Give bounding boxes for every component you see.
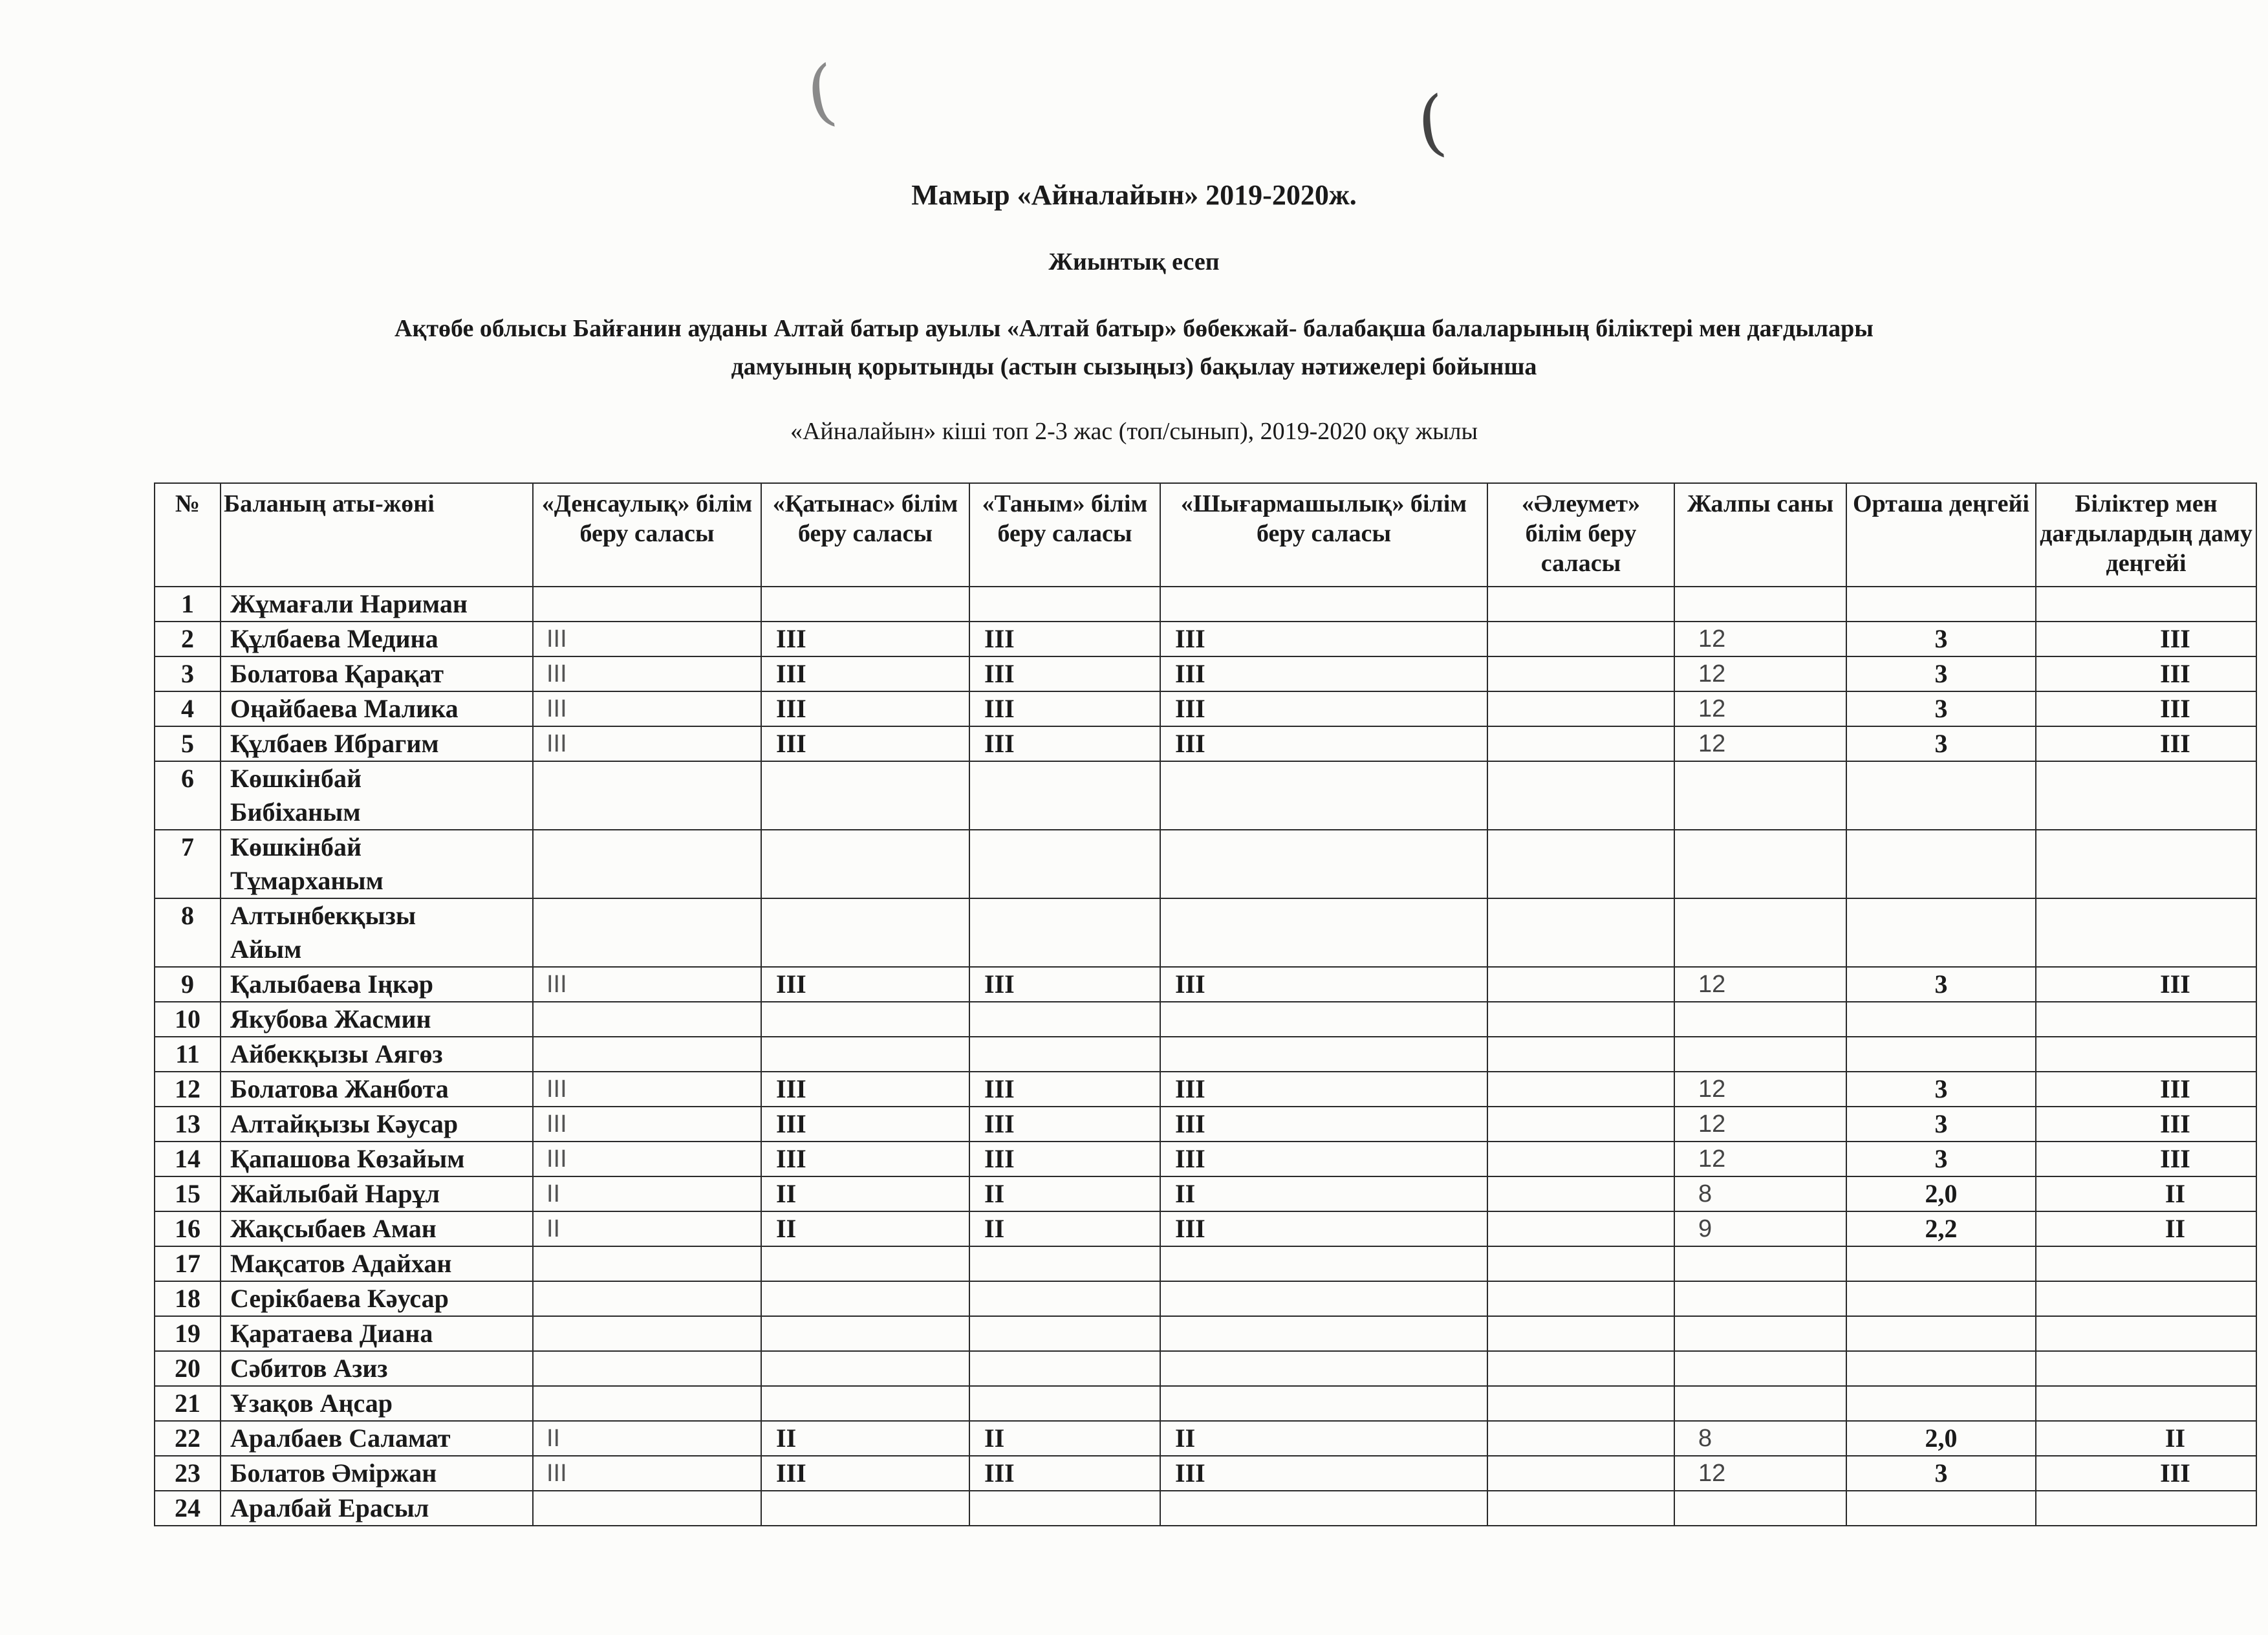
row-number: 4 (155, 691, 221, 726)
table-row (155, 1491, 2256, 1526)
row-number: 24 (155, 1491, 221, 1526)
table-row (155, 587, 2256, 622)
social-level (1487, 1037, 1674, 1072)
communication-level: III (761, 622, 969, 656)
cognition-level: III (969, 1142, 1160, 1176)
table-row (155, 622, 2256, 656)
health-level (533, 1037, 761, 1072)
average-level: 3 (1846, 1456, 2036, 1491)
row-number: 14 (155, 1142, 221, 1176)
cognition-level: III (969, 726, 1160, 761)
cognition-level: III (969, 967, 1160, 1002)
creativity-level (1160, 1491, 1487, 1526)
average-level (1846, 1491, 2036, 1526)
table-row (155, 1456, 2256, 1491)
average-level (1846, 1351, 2036, 1386)
average-level (1846, 1386, 2036, 1421)
communication-level (761, 761, 969, 830)
social-level (1487, 1211, 1674, 1246)
social-level (1487, 691, 1674, 726)
total-score: 8 (1674, 1176, 1846, 1211)
development-level (2036, 898, 2256, 967)
column-header-creativity: «Шығармашылық» білім беру саласы (1160, 483, 1487, 587)
child-name: Қаратаева Диана (221, 1316, 533, 1351)
child-name-line-1: Көшкінбай (230, 832, 362, 861)
average-level (1846, 830, 2036, 898)
pen-mark: ( (801, 49, 841, 136)
development-level (2036, 1386, 2256, 1421)
table-row (155, 1211, 2256, 1246)
total-score: 12 (1674, 1072, 1846, 1107)
total-score (1674, 1002, 1846, 1037)
health-level (533, 1281, 761, 1316)
average-level: 2,2 (1846, 1211, 2036, 1246)
table-row (155, 1107, 2256, 1142)
social-level (1487, 656, 1674, 691)
cognition-level: II (969, 1211, 1160, 1246)
average-level (1846, 587, 2036, 622)
development-level: II (2036, 1176, 2256, 1211)
cognition-level (969, 587, 1160, 622)
development-level: III (2036, 691, 2256, 726)
health-level (533, 830, 761, 898)
creativity-level: III (1160, 1456, 1487, 1491)
column-header-cognition: «Таным» білім беру саласы (969, 483, 1160, 587)
creativity-level (1160, 1351, 1487, 1386)
table-row (155, 656, 2256, 691)
row-number: 11 (155, 1037, 221, 1072)
row-number: 10 (155, 1002, 221, 1037)
cognition-level (969, 830, 1160, 898)
communication-level (761, 1037, 969, 1072)
communication-level (761, 1491, 969, 1526)
column-header-total: Жалпы саны (1674, 483, 1846, 587)
communication-level: III (761, 656, 969, 691)
description-line-1: Ақтөбе облысы Байғанин ауданы Алтай батыр ауылы «Алтай батыр» бөбекжай- балабақша балаларының біліктері мен дағдылары (394, 315, 1874, 342)
column-header-communication: «Қатынас» білім беру саласы (761, 483, 969, 587)
child-name: Жақсыбаев Аман (221, 1211, 533, 1246)
total-score: 12 (1674, 1142, 1846, 1176)
creativity-level (1160, 1246, 1487, 1281)
social-level (1487, 1351, 1674, 1386)
communication-level (761, 830, 969, 898)
creativity-level: III (1160, 1107, 1487, 1142)
development-level: III (2036, 1072, 2256, 1107)
social-level (1487, 1491, 1674, 1526)
row-number: 16 (155, 1211, 221, 1246)
development-level: III (2036, 726, 2256, 761)
average-level: 3 (1846, 726, 2036, 761)
communication-level (761, 1386, 969, 1421)
table-row (155, 691, 2256, 726)
cognition-level (969, 1316, 1160, 1351)
health-level (533, 1491, 761, 1526)
health-level: III (533, 726, 761, 761)
health-level: III (533, 622, 761, 656)
health-level: III (533, 967, 761, 1002)
row-number: 1 (155, 587, 221, 622)
health-level: III (533, 1072, 761, 1107)
development-level (2036, 1316, 2256, 1351)
table-row (155, 1281, 2256, 1316)
development-level: II (2036, 1211, 2256, 1246)
row-number: 23 (155, 1456, 221, 1491)
communication-level: III (761, 1107, 969, 1142)
creativity-level: III (1160, 691, 1487, 726)
social-level (1487, 1072, 1674, 1107)
results-table (154, 482, 2257, 1526)
child-name: Серікбаева Кәусар (221, 1281, 533, 1316)
communication-level: III (761, 1142, 969, 1176)
communication-level: II (761, 1421, 969, 1456)
communication-level: III (761, 1072, 969, 1107)
child-name-line-2: Айым (230, 935, 302, 964)
child-name: Сәбитов Азиз (221, 1351, 533, 1386)
average-level: 3 (1846, 691, 2036, 726)
cognition-level: III (969, 622, 1160, 656)
child-name-line-2: Бибіханым (230, 797, 361, 827)
table-row (155, 898, 2256, 967)
communication-level (761, 898, 969, 967)
total-score: 12 (1674, 622, 1846, 656)
total-score (1674, 1491, 1846, 1526)
development-level: III (2036, 1142, 2256, 1176)
average-level: 3 (1846, 622, 2036, 656)
average-level (1846, 1246, 2036, 1281)
average-level: 2,0 (1846, 1421, 2036, 1456)
development-level (2036, 1002, 2256, 1037)
total-score: 12 (1674, 656, 1846, 691)
row-number: 2 (155, 622, 221, 656)
total-score: 9 (1674, 1211, 1846, 1246)
column-header-health: «Денсаулық» білім беру саласы (533, 483, 761, 587)
development-level: III (2036, 1107, 2256, 1142)
social-level (1487, 967, 1674, 1002)
health-level (533, 1316, 761, 1351)
development-level (2036, 830, 2256, 898)
communication-level: III (761, 967, 969, 1002)
average-level: 3 (1846, 1107, 2036, 1142)
table-row (155, 1072, 2256, 1107)
creativity-level (1160, 1281, 1487, 1316)
creativity-level: III (1160, 1142, 1487, 1176)
social-level (1487, 830, 1674, 898)
cognition-level: III (969, 691, 1160, 726)
total-score (1674, 761, 1846, 830)
cognition-level: II (969, 1421, 1160, 1456)
total-score (1674, 830, 1846, 898)
social-level (1487, 1002, 1674, 1037)
page-subtitle: Жиынтық есеп (1048, 248, 1220, 276)
development-level (2036, 1246, 2256, 1281)
table-row (155, 1351, 2256, 1386)
cognition-level: III (969, 1456, 1160, 1491)
creativity-level (1160, 1037, 1487, 1072)
table-row (155, 1421, 2256, 1456)
column-header-average: Орташа деңгейі (1846, 483, 2036, 587)
table-row (155, 1142, 2256, 1176)
row-number: 3 (155, 656, 221, 691)
child-name: Оңайбаева Малика (221, 691, 533, 726)
health-level: III (533, 1142, 761, 1176)
health-level: II (533, 1421, 761, 1456)
social-level (1487, 1386, 1674, 1421)
cognition-level (969, 1386, 1160, 1421)
creativity-level (1160, 830, 1487, 898)
creativity-level (1160, 587, 1487, 622)
creativity-level: III (1160, 1211, 1487, 1246)
communication-level (761, 1246, 969, 1281)
row-number: 13 (155, 1107, 221, 1142)
development-level (2036, 761, 2256, 830)
cognition-level (969, 1491, 1160, 1526)
development-level (2036, 1037, 2256, 1072)
child-name (221, 898, 533, 967)
average-level: 3 (1846, 967, 2036, 1002)
creativity-level: II (1160, 1421, 1487, 1456)
creativity-level: III (1160, 622, 1487, 656)
average-level (1846, 1316, 2036, 1351)
cognition-level (969, 898, 1160, 967)
health-level: II (533, 1176, 761, 1211)
communication-level (761, 587, 969, 622)
health-level: III (533, 656, 761, 691)
average-level: 3 (1846, 656, 2036, 691)
child-name-line-1: Алтынбекқызы (230, 901, 416, 930)
table-row (155, 1386, 2256, 1421)
row-number: 18 (155, 1281, 221, 1316)
average-level: 2,0 (1846, 1176, 2036, 1211)
child-name: Қапашова Көзайым (221, 1142, 533, 1176)
communication-level: II (761, 1176, 969, 1211)
child-name: Айбекқызы Аягөз (221, 1037, 533, 1072)
table-row (155, 1037, 2256, 1072)
cognition-level: III (969, 1107, 1160, 1142)
development-level (2036, 1281, 2256, 1316)
row-number: 17 (155, 1246, 221, 1281)
child-name: Құлбаева Медина (221, 622, 533, 656)
average-level: 3 (1846, 1142, 2036, 1176)
description-line-2: дамуының қорытынды (астын сызыңыз) бақылау нәтижелері бойынша (731, 353, 1537, 380)
child-name: Аралбай Ерасыл (221, 1491, 533, 1526)
cognition-level (969, 1281, 1160, 1316)
health-level (533, 1351, 761, 1386)
table-body (155, 587, 2256, 1526)
pen-mark: ( (1413, 80, 1450, 166)
development-level (2036, 1351, 2256, 1386)
total-score (1674, 1386, 1846, 1421)
health-level (533, 587, 761, 622)
child-name-line-1: Көшкінбай (230, 764, 362, 793)
creativity-level: III (1160, 726, 1487, 761)
child-name: Мақсатов Адайхан (221, 1246, 533, 1281)
child-name: Ұзақов Аңсар (221, 1386, 533, 1421)
child-name-line-2: Тұмарханым (230, 866, 383, 895)
development-level: II (2036, 1421, 2256, 1456)
social-level (1487, 587, 1674, 622)
creativity-level (1160, 1002, 1487, 1037)
health-level (533, 761, 761, 830)
development-level: III (2036, 1456, 2256, 1491)
table-row (155, 830, 2256, 898)
social-level (1487, 761, 1674, 830)
communication-level (761, 1002, 969, 1037)
creativity-level: III (1160, 967, 1487, 1002)
health-level (533, 1246, 761, 1281)
development-level: III (2036, 967, 2256, 1002)
total-score: 12 (1674, 1107, 1846, 1142)
communication-level: III (761, 1456, 969, 1491)
column-header-number: № (155, 483, 221, 587)
child-name (221, 830, 533, 898)
creativity-level: III (1160, 656, 1487, 691)
average-level (1846, 898, 2036, 967)
communication-level: III (761, 691, 969, 726)
row-number: 9 (155, 967, 221, 1002)
cognition-level (969, 1351, 1160, 1386)
development-level (2036, 587, 2256, 622)
cognition-level: III (969, 656, 1160, 691)
table-row (155, 761, 2256, 830)
health-level: III (533, 1107, 761, 1142)
development-level (2036, 1491, 2256, 1526)
development-level: III (2036, 656, 2256, 691)
total-score: 12 (1674, 726, 1846, 761)
cognition-level (969, 1246, 1160, 1281)
table-row (155, 1316, 2256, 1351)
child-name: Жұмағали Нариман (221, 587, 533, 622)
communication-level (761, 1351, 969, 1386)
total-score (1674, 1281, 1846, 1316)
average-level (1846, 761, 2036, 830)
cognition-level (969, 761, 1160, 830)
total-score: 12 (1674, 967, 1846, 1002)
communication-level: III (761, 726, 969, 761)
child-name: Жайлыбай Нарұл (221, 1176, 533, 1211)
creativity-level: III (1160, 1072, 1487, 1107)
child-name: Якубова Жасмин (221, 1002, 533, 1037)
social-level (1487, 898, 1674, 967)
child-name: Болатова Қарақат (221, 656, 533, 691)
row-number: 20 (155, 1351, 221, 1386)
row-number: 6 (155, 761, 221, 830)
social-level (1487, 622, 1674, 656)
communication-level (761, 1281, 969, 1316)
total-score (1674, 1246, 1846, 1281)
column-header-child-name: Баланың аты-жөні (221, 483, 533, 587)
column-header-social: «Әлеумет» білім беру саласы (1487, 483, 1674, 587)
child-name (221, 761, 533, 830)
cognition-level (969, 1002, 1160, 1037)
social-level (1487, 1456, 1674, 1491)
child-name: Алтайқызы Кәусар (221, 1107, 533, 1142)
group-line: «Айналайын» кіші топ 2-3 жас (топ/сынып), 2019-2020 оқу жылы (790, 418, 1478, 445)
creativity-level (1160, 1316, 1487, 1351)
average-level (1846, 1037, 2036, 1072)
average-level (1846, 1002, 2036, 1037)
social-level (1487, 1421, 1674, 1456)
row-number: 22 (155, 1421, 221, 1456)
creativity-level (1160, 1386, 1487, 1421)
total-score (1674, 587, 1846, 622)
health-level: III (533, 1456, 761, 1491)
social-level (1487, 1281, 1674, 1316)
total-score (1674, 898, 1846, 967)
row-number: 21 (155, 1386, 221, 1421)
total-score: 12 (1674, 691, 1846, 726)
average-level: 3 (1846, 1072, 2036, 1107)
column-header-level: Біліктер мен дағдылардың даму деңгейі (2036, 483, 2256, 587)
health-level (533, 1002, 761, 1037)
cognition-level: II (969, 1176, 1160, 1211)
page-title: Мамыр «Айналайын» 2019-2020ж. (911, 179, 1357, 211)
total-score (1674, 1316, 1846, 1351)
child-name: Қалыбаева Іңкәр (221, 967, 533, 1002)
health-level (533, 1386, 761, 1421)
table-row (155, 1246, 2256, 1281)
social-level (1487, 1316, 1674, 1351)
cognition-level: III (969, 1072, 1160, 1107)
row-number: 5 (155, 726, 221, 761)
total-score: 12 (1674, 1456, 1846, 1491)
health-level (533, 898, 761, 967)
table-row (155, 1176, 2256, 1211)
average-level (1846, 1281, 2036, 1316)
row-number: 15 (155, 1176, 221, 1211)
social-level (1487, 726, 1674, 761)
total-score: 8 (1674, 1421, 1846, 1456)
child-name: Болатов Әміржан (221, 1456, 533, 1491)
table-row (155, 1002, 2256, 1037)
creativity-level: II (1160, 1176, 1487, 1211)
development-level: III (2036, 622, 2256, 656)
child-name: Аралбаев Саламат (221, 1421, 533, 1456)
child-name: Құлбаев Ибрагим (221, 726, 533, 761)
row-number: 7 (155, 830, 221, 898)
cognition-level (969, 1037, 1160, 1072)
total-score (1674, 1037, 1846, 1072)
social-level (1487, 1142, 1674, 1176)
communication-level (761, 1316, 969, 1351)
table-header-row (155, 483, 2256, 587)
social-level (1487, 1176, 1674, 1211)
health-level: II (533, 1211, 761, 1246)
creativity-level (1160, 898, 1487, 967)
health-level: III (533, 691, 761, 726)
total-score (1674, 1351, 1846, 1386)
social-level (1487, 1107, 1674, 1142)
table-row (155, 967, 2256, 1002)
row-number: 12 (155, 1072, 221, 1107)
table-row (155, 726, 2256, 761)
communication-level: II (761, 1211, 969, 1246)
creativity-level (1160, 761, 1487, 830)
social-level (1487, 1246, 1674, 1281)
row-number: 19 (155, 1316, 221, 1351)
row-number: 8 (155, 898, 221, 967)
child-name: Болатова Жанбота (221, 1072, 533, 1107)
